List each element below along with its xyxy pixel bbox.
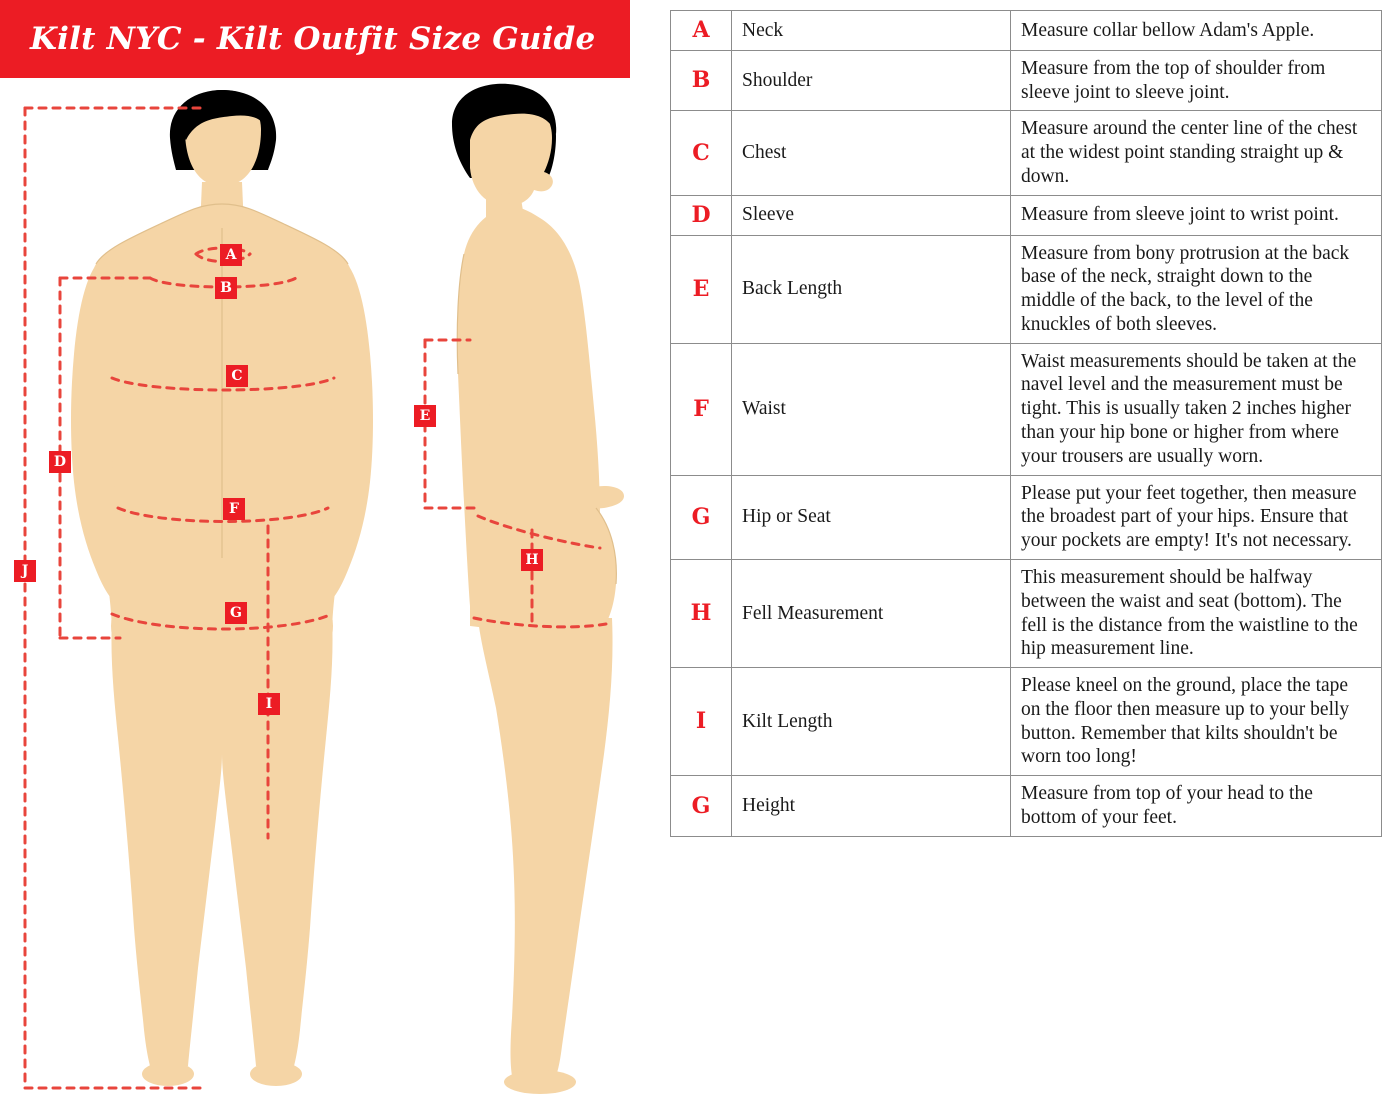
row-description: Measure from sleeve joint to wrist point. xyxy=(1011,195,1382,235)
title-bar xyxy=(0,0,630,78)
row-name: Neck xyxy=(732,11,1011,51)
row-description: Waist measurements should be taken at the navel level and the measurement must be tight. This is usually taken 2 inches higher than your hip bone or higher from where your trousers are usually worn. xyxy=(1011,343,1382,475)
page-title: Kilt NYC - Kilt Outfit Size Guide xyxy=(30,21,596,57)
table-row xyxy=(671,668,1382,776)
table-row xyxy=(671,559,1382,667)
row-description: Measure from bony protrusion at the back base of the neck, straight down to the middle of the back, to the level of the knuckles of both sleeves. xyxy=(1011,235,1382,343)
letter-badge: F xyxy=(693,395,709,422)
side-figure xyxy=(452,84,624,1094)
marker-e: E xyxy=(414,405,436,427)
letter-badge: H xyxy=(690,600,712,627)
row-description: Measure around the center line of the chest at the widest point standing straight up & down. xyxy=(1011,111,1382,195)
row-name: Hip or Seat xyxy=(732,475,1011,559)
marker-g: G xyxy=(225,602,247,624)
row-letter xyxy=(671,111,732,195)
letter-badge: G xyxy=(691,792,711,819)
letter-badge: C xyxy=(692,139,710,166)
table-row xyxy=(671,50,1382,111)
body-figure-svg xyxy=(0,78,660,1120)
table-row xyxy=(671,776,1382,837)
measurement-table xyxy=(670,10,1382,837)
letter-badge: B xyxy=(691,67,711,94)
marker-i: I xyxy=(258,693,280,715)
row-name: Fell Measurement xyxy=(732,559,1011,667)
table-row xyxy=(671,235,1382,343)
measurement-guide-panel xyxy=(660,0,1400,1120)
row-letter xyxy=(671,475,732,559)
row-name: Waist xyxy=(732,343,1011,475)
row-name: Back Length xyxy=(732,235,1011,343)
row-name: Kilt Length xyxy=(732,668,1011,776)
row-letter xyxy=(671,343,732,475)
letter-badge: E xyxy=(692,275,710,302)
table-row xyxy=(671,475,1382,559)
row-letter xyxy=(671,559,732,667)
marker-c: C xyxy=(226,365,248,387)
front-figure xyxy=(71,90,373,1086)
row-name: Height xyxy=(732,776,1011,837)
row-name: Shoulder xyxy=(732,50,1011,111)
marker-f: F xyxy=(223,498,245,520)
row-letter xyxy=(671,195,732,235)
row-description: Please kneel on the ground, place the tape on the floor then measure up to your belly button. Remember that kilts shouldn't be worn too long! xyxy=(1011,668,1382,776)
row-letter xyxy=(671,50,732,111)
row-description: Measure from the top of shoulder from sleeve joint to sleeve joint. xyxy=(1011,50,1382,111)
row-letter xyxy=(671,776,732,837)
row-name: Sleeve xyxy=(732,195,1011,235)
table-row xyxy=(671,11,1382,51)
figure-panel xyxy=(0,0,660,1120)
row-description: Measure collar bellow Adam's Apple. xyxy=(1011,11,1382,51)
letter-badge: I xyxy=(695,708,707,735)
letter-badge: D xyxy=(691,201,711,228)
marker-a: A xyxy=(220,244,242,266)
marker-j: J xyxy=(14,560,36,582)
table-row xyxy=(671,343,1382,475)
row-name: Chest xyxy=(732,111,1011,195)
row-description: This measurement should be halfway between the waist and seat (bottom). The fell is the distance from the waistline to the hip measurement line. xyxy=(1011,559,1382,667)
row-description: Please put your feet together, then measure the broadest part of your hips. Ensure that your pockets are empty! It's not necessary. xyxy=(1011,475,1382,559)
table-row xyxy=(671,195,1382,235)
marker-b: B xyxy=(215,277,237,299)
marker-d: D xyxy=(49,451,71,473)
marker-h: H xyxy=(521,549,543,571)
body-diagram xyxy=(0,78,660,1120)
letter-badge: A xyxy=(692,17,710,43)
row-letter xyxy=(671,11,732,51)
row-letter xyxy=(671,668,732,776)
table-row xyxy=(671,111,1382,195)
letter-badge: G xyxy=(691,503,711,530)
row-description: Measure from top of your head to the bottom of your feet. xyxy=(1011,776,1382,837)
row-letter xyxy=(671,235,732,343)
